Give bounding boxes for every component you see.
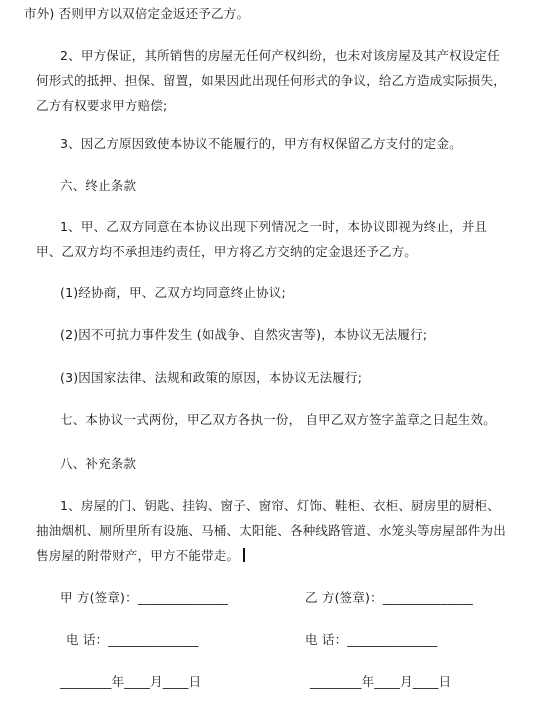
clause-2-line-3: 乙方有权要求甲方赔偿; [36,98,168,113]
party-a-phone: 电 话：______________ [66,632,199,647]
section-8-line-3-text: 售房屋的附带财产，甲方不能带走。 [36,548,240,563]
section-8-heading: 八、补充条款 [60,456,137,471]
section-8-line-3[interactable] [36,546,245,564]
list-item-2: (2)因不可抗力事件发生 (如战争、自然灾害等)，本协议无法履行; [60,327,428,342]
paragraph-line: 市外) 否则甲方以双倍定金返还予乙方。 [24,6,250,21]
section-6-line-1: 1、甲、乙双方同意在本协议出现下列情况之一时，本协议即视为终止，并且 [60,219,488,234]
party-b-signature: 乙 方(签章)：______________ [305,590,474,605]
party-a-signature: 甲 方(签章)：______________ [60,590,229,605]
list-item-1: (1)经协商，甲、乙双方均同意终止协议; [60,285,286,300]
party-b-date: ________年____月____日 [310,674,452,689]
list-item-3: (3)因国家法律、法规和政策的原因，本协议无法履行; [60,370,363,385]
section-6-line-2: 甲、乙双方均不承担违约责任，甲方将乙方交纳的定金退还予乙方。 [36,244,418,259]
text-cursor [243,548,245,562]
party-a-date: ________年____月____日 [60,674,202,689]
section-8-line-2: 抽油烟机、厕所里所有设施、马桶、太阳能、各种线路管道、水笼头等房屋部件为出 [36,523,506,538]
clause-2-line-2: 何形式的抵押、担保、留置，如果因此出现任何形式的争议，给乙方造成实际损失， [36,73,506,88]
section-8-line-1: 1、房屋的门、钥匙、挂钩、窗子、窗帘、灯饰、鞋柜、衣柜、厨房里的厨柜、 [60,498,500,513]
clause-3: 3、因乙方原因致使本协议不能履行的，甲方有权保留乙方支付的定金。 [60,136,462,151]
section-7: 七、本协议一式两份，甲乙双方各执一份， 自甲乙双方签字盖章之日起生效。 [60,412,496,427]
party-b-phone: 电 话：______________ [305,632,438,647]
section-6-heading: 六、终止条款 [60,178,137,193]
clause-2-line-1: 2、甲方保证，其所销售的房屋无任何产权纠纷，也未对该房屋及其产权设定任 [60,48,500,63]
